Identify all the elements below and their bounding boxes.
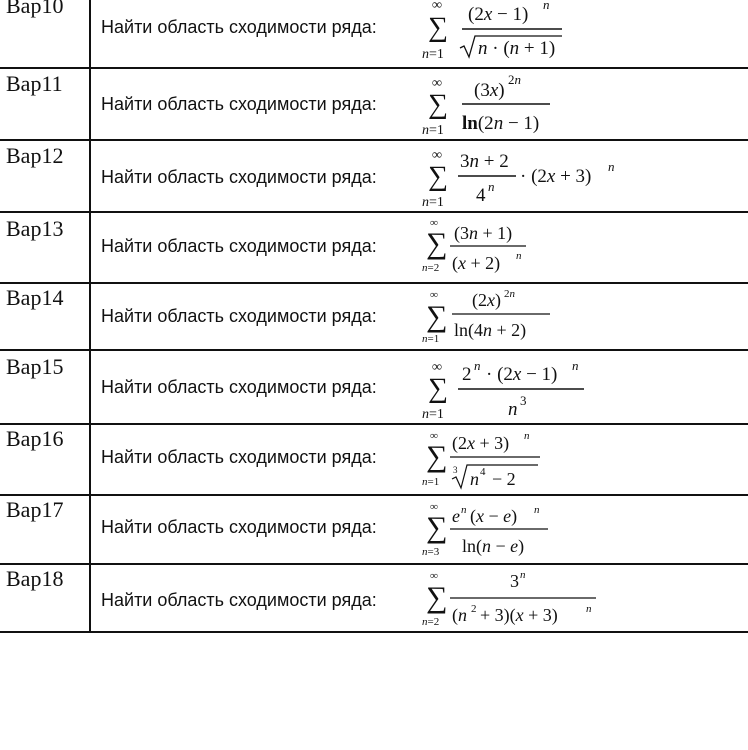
svg-text:n=1: n=1 <box>422 476 440 488</box>
svg-text:n=1: n=1 <box>422 123 444 138</box>
svg-text:2: 2 <box>462 364 472 385</box>
series-formula <box>420 496 620 563</box>
table-row <box>0 351 748 423</box>
table-row <box>0 0 748 67</box>
svg-text:3: 3 <box>510 571 519 591</box>
svg-text:∑: ∑ <box>428 12 448 43</box>
row-separator <box>0 631 748 633</box>
series-formula <box>420 425 620 494</box>
svg-text:n: n <box>608 159 615 174</box>
svg-text:n: n <box>520 569 526 581</box>
table-row <box>0 496 748 563</box>
svg-text:n: n <box>524 430 530 442</box>
svg-text:n · (n + 1): n · (n + 1) <box>478 38 556 59</box>
svg-text:n: n <box>534 504 540 516</box>
svg-text:n=1: n=1 <box>422 333 440 345</box>
svg-text:n=1: n=1 <box>422 47 444 62</box>
svg-text:∑: ∑ <box>426 511 448 544</box>
task-prompt: Найти область сходимости ряда: <box>101 447 377 467</box>
svg-text:n=2: n=2 <box>422 262 440 274</box>
series-formula <box>420 351 640 423</box>
svg-text:∞: ∞ <box>430 217 438 229</box>
variant-label: Вар11 <box>6 71 63 96</box>
svg-text:ln(2n − 1): ln(2n − 1) <box>462 113 540 134</box>
table-row <box>0 284 748 349</box>
task-prompt: Найти область сходимости ряда: <box>101 94 377 114</box>
variant-label: Вар16 <box>6 426 64 451</box>
variant-label: Вар13 <box>6 216 64 241</box>
task-prompt: Найти область сходимости ряда: <box>101 377 377 397</box>
table-row <box>0 69 748 139</box>
svg-text:∑: ∑ <box>428 89 448 120</box>
svg-text:(3n + 1): (3n + 1) <box>454 223 513 243</box>
svg-text:∑: ∑ <box>426 300 448 333</box>
svg-text:n: n <box>508 399 518 420</box>
svg-text:n: n <box>543 0 550 12</box>
svg-text:n: n <box>586 603 592 615</box>
series-formula <box>420 69 620 139</box>
svg-text:2: 2 <box>471 603 477 615</box>
svg-text:n=1: n=1 <box>422 195 444 210</box>
variant-label: Вар18 <box>6 566 64 591</box>
svg-text:3n + 2: 3n + 2 <box>460 151 509 172</box>
task-prompt: Найти область сходимости ряда: <box>101 590 377 610</box>
svg-text:∑: ∑ <box>426 581 448 614</box>
table-row <box>0 141 748 211</box>
svg-text:4: 4 <box>476 185 486 206</box>
series-formula <box>420 141 640 211</box>
svg-text:ln(n − e): ln(n − e) <box>462 536 525 556</box>
svg-text:+ 3)(x + 3): + 3)(x + 3) <box>480 605 558 625</box>
svg-text:· (2x + 3): · (2x + 3) <box>520 166 592 187</box>
variant-label: Вар10 <box>6 0 64 18</box>
svg-text:∞: ∞ <box>432 0 442 13</box>
svg-text:3: 3 <box>453 465 458 475</box>
svg-text:∞: ∞ <box>430 430 438 442</box>
variant-label: Вар12 <box>6 143 64 168</box>
table-row <box>0 213 748 282</box>
table-row <box>0 425 748 494</box>
task-prompt: Найти область сходимости ряда: <box>101 517 377 537</box>
svg-text:n: n <box>474 358 481 373</box>
svg-text:2n: 2n <box>504 288 515 300</box>
svg-text:· (2x − 1): · (2x − 1) <box>486 364 558 385</box>
svg-text:n=1: n=1 <box>422 407 444 422</box>
variant-label: Вар17 <box>6 497 64 522</box>
series-formula <box>420 565 640 631</box>
series-formula <box>420 213 620 282</box>
series-formula <box>420 0 620 67</box>
svg-text:(2x + 3): (2x + 3) <box>452 433 510 453</box>
svg-text:(3x): (3x) <box>474 80 505 101</box>
svg-text:∞: ∞ <box>430 289 438 301</box>
svg-text:n: n <box>470 469 479 489</box>
svg-text:n: n <box>461 504 467 516</box>
table-row <box>0 565 748 631</box>
svg-text:n: n <box>572 358 579 373</box>
svg-text:n=3: n=3 <box>422 546 440 558</box>
task-prompt: Найти область сходимости ряда: <box>101 17 377 37</box>
task-prompt: Найти область сходимости ряда: <box>101 167 377 187</box>
svg-text:(x − e): (x − e) <box>470 506 518 526</box>
svg-text:e: e <box>452 506 460 526</box>
svg-text:(2x): (2x) <box>472 290 501 310</box>
svg-text:∞: ∞ <box>430 501 438 513</box>
svg-text:n: n <box>516 250 522 262</box>
variant-label: Вар15 <box>6 354 64 379</box>
series-formula <box>420 284 620 349</box>
task-prompt: Найти область сходимости ряда: <box>101 306 377 326</box>
svg-text:2n: 2n <box>508 72 521 87</box>
svg-text:∞: ∞ <box>432 76 442 91</box>
svg-text:3: 3 <box>520 393 527 408</box>
svg-text:n=2: n=2 <box>422 616 440 628</box>
svg-text:∑: ∑ <box>426 440 448 473</box>
svg-text:(n: (n <box>452 605 467 625</box>
svg-text:n: n <box>488 179 495 194</box>
svg-text:− 2: − 2 <box>492 469 516 489</box>
svg-text:(2x − 1): (2x − 1) <box>468 4 529 25</box>
svg-text:4: 4 <box>480 466 486 478</box>
svg-text:∑: ∑ <box>426 227 448 260</box>
task-prompt: Найти область сходимости ряда: <box>101 236 377 256</box>
svg-text:(x + 2): (x + 2) <box>452 253 501 273</box>
svg-text:∑: ∑ <box>428 373 448 404</box>
svg-text:ln(4n + 2): ln(4n + 2) <box>454 320 527 340</box>
variant-label: Вар14 <box>6 285 64 310</box>
svg-text:∞: ∞ <box>430 570 438 582</box>
svg-text:∑: ∑ <box>428 161 448 192</box>
svg-text:∞: ∞ <box>432 148 442 163</box>
svg-text:∞: ∞ <box>432 360 442 375</box>
